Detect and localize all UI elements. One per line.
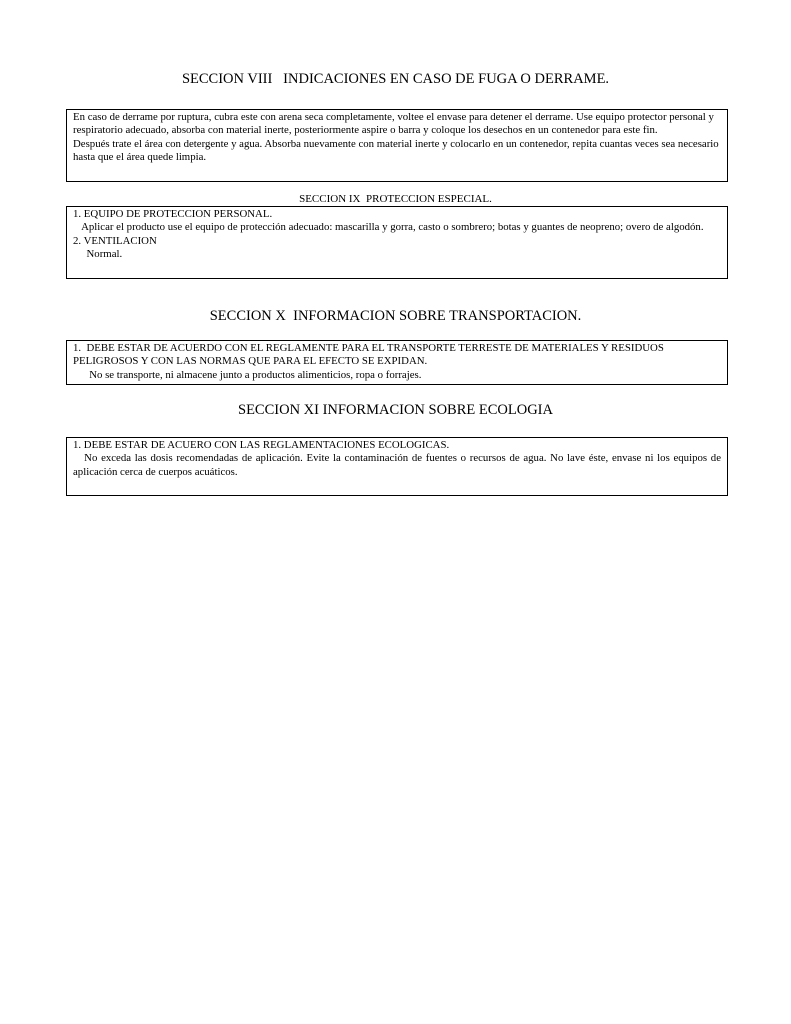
section11-item1-text: No exceda las dosis recomendadas de aplicación. Evite la contaminación de fuentes o recursos de agua. No lave éste, envase ni los equipos de aplicación cerca de cuerpos acuáticos. xyxy=(73,452,724,478)
section9-item2-text: Normal. xyxy=(73,247,123,260)
section11-box xyxy=(66,437,728,496)
section10-title: SECCION X INFORMACION SOBRE TRANSPORTACION. xyxy=(209,308,582,324)
section10-item1-text: No se transporte, ni almacene junto a productos alimenticios, ropa o forrajes. xyxy=(73,368,422,381)
section8-paragraph-2: Después trate el área con detergente y agua. Absorba nuevamente con material inerte y colocarlo en un contenedor, repita cuantas veces sea necesario hasta que el área quede limpia. xyxy=(73,137,722,163)
section9-item2-heading: 2. VENTILACION xyxy=(73,234,157,247)
section8-box xyxy=(66,109,728,182)
section9-box xyxy=(66,206,728,279)
section10-item1-heading: 1. DEBE ESTAR DE ACUERDO CON EL REGLAMENTE PARA EL TRANSPORTE TERRESTE DE MATERIALES Y RESIDUOS PELIGROSOS Y CON LAS NORMAS QUE PARA EL EFECTO SE EXPIDAN. xyxy=(73,342,667,368)
section9-title: SECCION IX PROTECCION ESPECIAL. xyxy=(299,193,492,205)
section9-item1-heading: 1. EQUIPO DE PROTECCION PERSONAL. xyxy=(73,208,273,220)
section10-box xyxy=(66,340,728,385)
section11-title: SECCION XI INFORMACION SOBRE ECOLOGIA xyxy=(238,402,553,418)
section8-paragraph-1: En caso de derrame por ruptura, cubra este con arena seca completamente, voltee el envase para detener el derrame. Use equipo protector personal y respiratorio adecuado, absorba con material inerte, posteriormente aspire o barra y coloque los desechos en un contenedor para este fin. xyxy=(73,111,717,137)
section9-item1-text: Aplicar el producto use el equipo de protección adecuado: mascarilla y gorra, casto o sombrero; botas y guantes de neopreno; overo de algodón. xyxy=(73,221,704,234)
section8-title: SECCION VIII INDICACIONES EN CASO DE FUGA O DERRAME. xyxy=(181,71,610,87)
section11-item1-heading: 1. DEBE ESTAR DE ACUERO CON LAS REGLAMENTACIONES ECOLOGICAS. xyxy=(73,439,450,451)
